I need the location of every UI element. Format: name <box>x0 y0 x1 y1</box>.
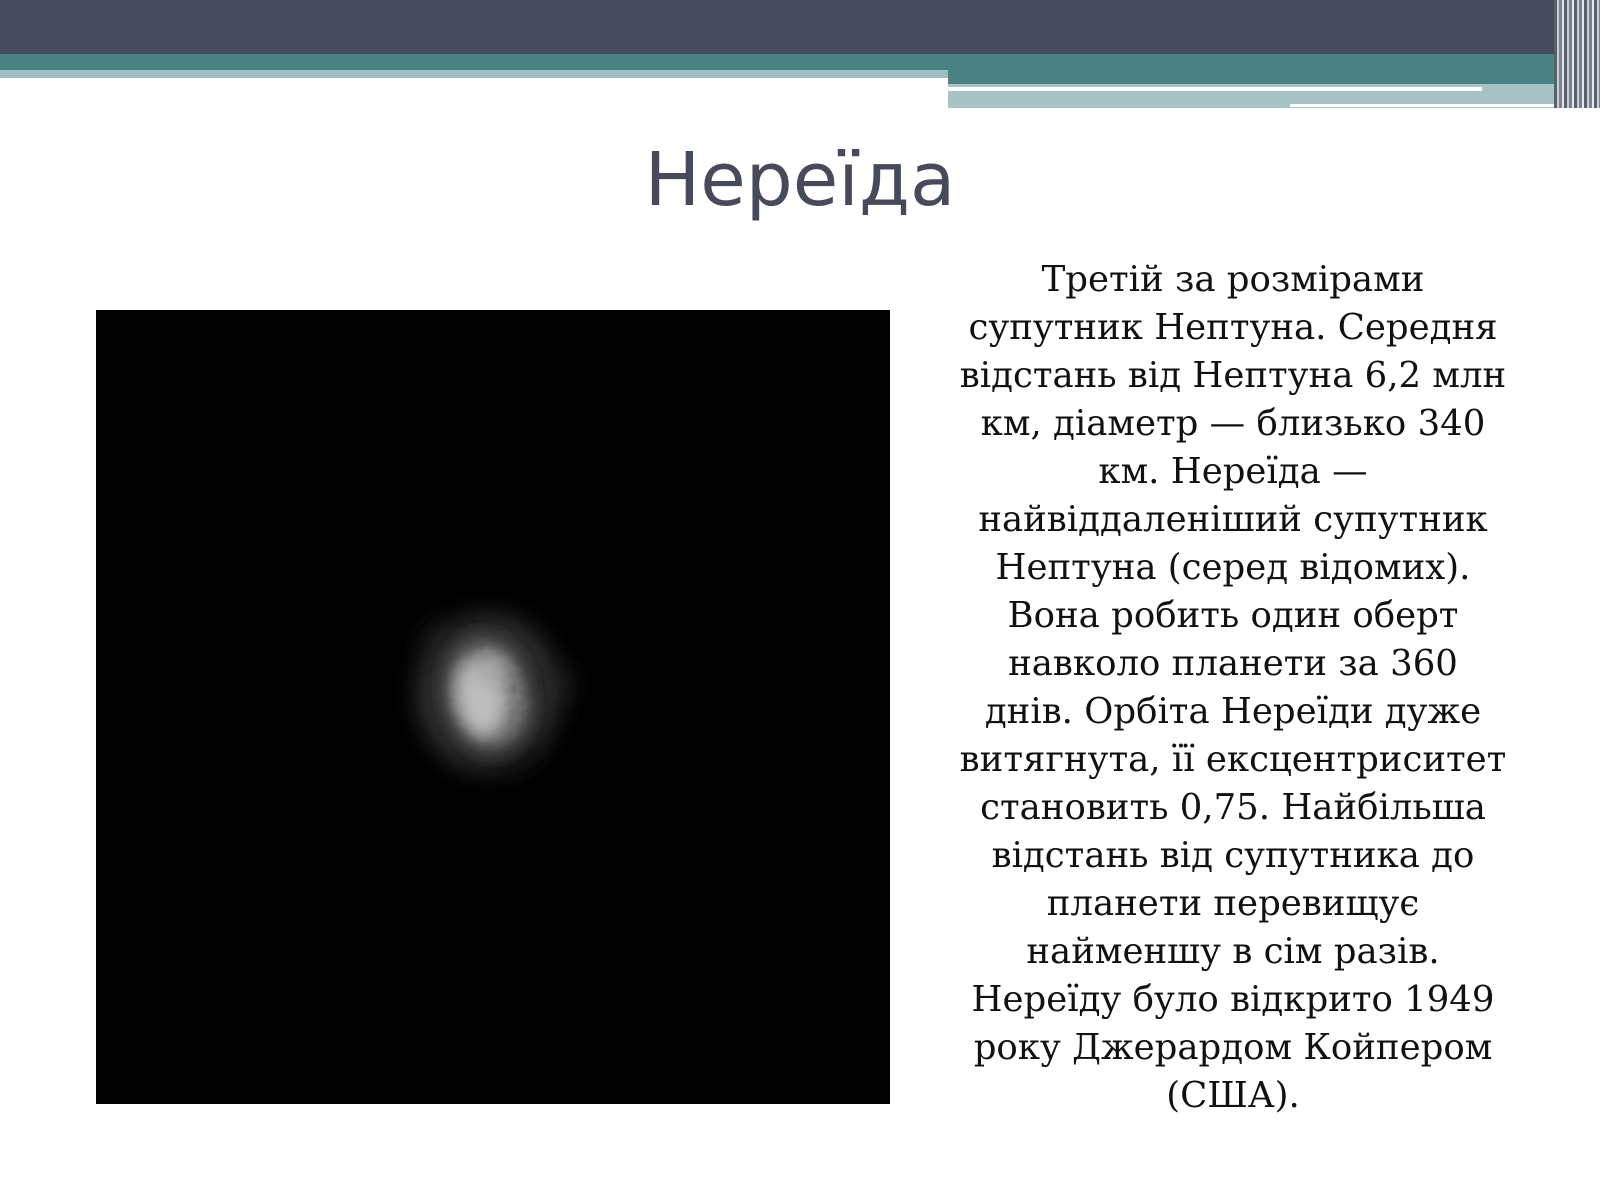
nereid-moon-image <box>96 310 890 1104</box>
nereid-photo <box>96 310 890 1104</box>
header-edge-stripes <box>1554 0 1600 108</box>
header-band-right-teal <box>948 70 1600 84</box>
header-band-right-white-line <box>948 87 1482 91</box>
header-band-teal <box>0 54 1600 70</box>
header-band-dark <box>0 0 1600 54</box>
slide-body-text: Третій за розмірами супутник Нептуна. Середня відстань від Нептуна 6,2 млн км, діаметр — близько 340 км. Нереїда — найвіддаленіший супутник Нептуна (серед відомих). Вона робить один оберт навколо планети за 360 днів. Орбіта Нереїди дуже витягнута, її ексцентриситет становить 0,75. Найбільша відстань від супутника до планети перевищує найменшу в сім разів. Нереїду було відкрито 1949 року Джерардом Койпером (США). <box>959 259 1507 1116</box>
header-band-light <box>0 70 948 78</box>
slide-title: Нереїда <box>644 137 956 223</box>
